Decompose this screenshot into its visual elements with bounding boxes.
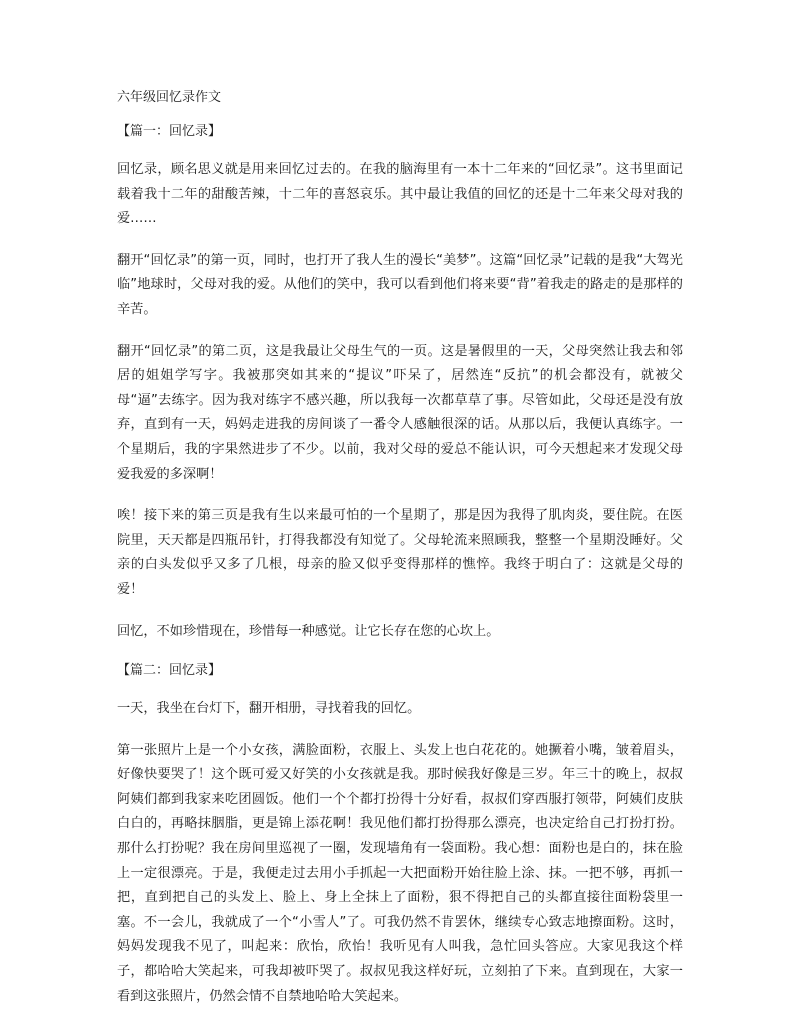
section-heading: 【篇二：回忆录】 (117, 663, 222, 679)
paragraph: 翻开“回忆录”的第二页，这是我最让父母生气的一页。这是暑假里的一天，父母突然让我去和邻居的姐姐学写字。我被那突如其来的“提议”吓呆了，居然连“反抗”的机会都没有，就被父母“逼”去练字。因为我对练字不感兴趣，所以我每一次都草草了事。尽管如此，父母还是没有放弃，直到有一天，妈妈走进我的房间谈了一番令人感触很深的话。从那以后，我便认真练字。一个星期后，我的字果然进步了不少。以前，我对父母的爱总不能认识，可今天想起来才发现父母爱我爱的多深啊！ (117, 343, 683, 482)
document-page (117, 88, 683, 1026)
section-2 (117, 661, 683, 1009)
document-title: 六年级回忆录作文 (117, 90, 222, 105)
section-heading: 【篇一：回忆录】 (117, 124, 222, 139)
paragraph: 回忆录，顾名思义就是用来回忆过去的。在我的脑海里有一本十二年来的“回忆录”。这书里面记载着我十二年的甜酸苦辣，十二年的喜怒哀乐。其中最让我值的回忆的还是十二年来父母对我的爱…… (117, 162, 683, 227)
paragraph: 翻开“回忆录”的第一页，同时，也打开了我人生的漫长“美梦”。这篇“回忆录”记载的是我“大驾光临”地球时，父母对我的爱。从他们的笑中，我可以看到他们将来要“背”着我走的路走的是那样的辛苦。 (117, 252, 683, 317)
section-1 (117, 122, 683, 644)
paragraph: 回忆，不如珍惜现在，珍惜每一种感觉。让它长存在您的心坎上。 (117, 623, 500, 639)
paragraph: 唉！接下来的第三页是我有生以来最可怕的一个星期了，那是因为我得了肌肉炎，要住院。在医院里，天天都是四瓶吊针，打得我都没有知觉了。父母轮流来照顾我，整整一个星期没睡好。父亲的白头发似乎又多了几根，母亲的脸又似乎变得那样的憔悴。我终于明白了：这就是父母的爱！ (117, 508, 683, 597)
paragraph: 第一张照片上是一个小女孩，满脸面粉，衣服上、头发上也白花花的。她撅着小嘴，皱着眉头，好像快要哭了！这个既可爱又好笑的小女孩就是我。那时候我好像是三岁。年三十的晚上，叔叔阿姨们都到我家来吃团圆饭。他们一个个都打扮得十分好看，叔叔们穿西服打领带，阿姨们皮肤白白的，再略抹胭脂，更是锦上添花啊！我见他们都打扮得那么漂亮，也决定给自己打扮打扮。那什么打扮呢？我在房间里巡视了一圈，发现墙角有一袋面粉。我心想：面粉也是白的，抹在脸上一定很漂亮。于是，我便走过去用小手抓起一大把面粉开始往脸上涂、抹。一把不够，再抓一把，直到把自己的头发上、脸上、身上全抹上了面粉，狠不得把自己的头都直接往面粉袋里一塞。不一会儿，我就成了一个“小雪人”了。可我仍然不肯罢休，继续专心致志地擦面粉。这时，妈妈发现我不见了，叫起来：欣怡，欣怡！我听见有人叫我，急忙回头答应。大家见我这个样子，都哈哈大笑起来，可我却被吓哭了。叔叔见我这样好玩，立刻拍了下来。直到现在，大家一看到这张照片，仍然会情不自禁地哈哈大笑起来。 (117, 742, 683, 1004)
paragraph: 一天，我坐在台灯下，翻开相册，寻找着我的回忆。 (117, 701, 421, 717)
